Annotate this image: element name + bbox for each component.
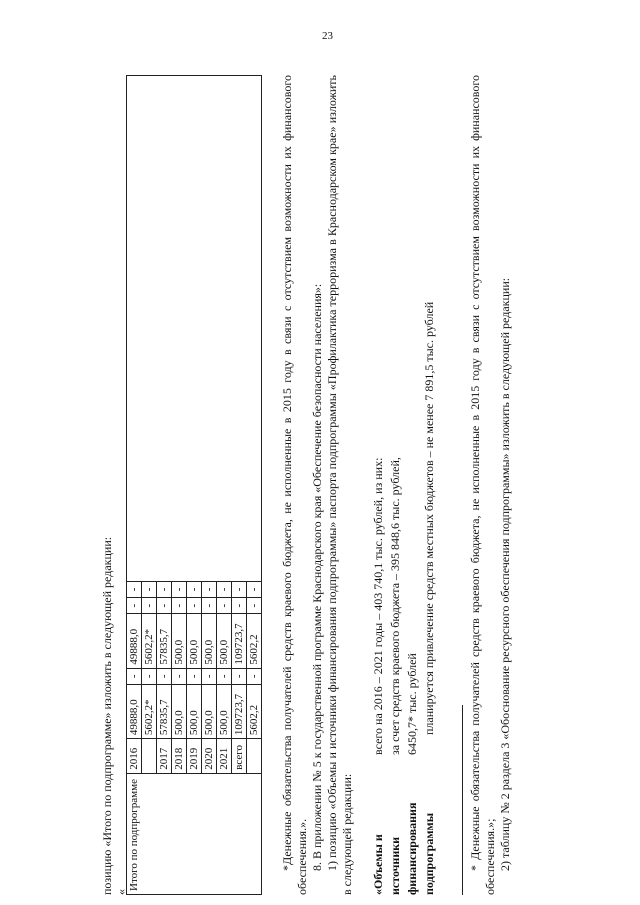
- table-cell-d3: -: [247, 581, 262, 597]
- table-cell-year: 2019: [187, 739, 202, 774]
- table-cell-year: всего: [232, 739, 247, 774]
- table-cell-year: 2018: [172, 739, 187, 774]
- table-cell-d2: -: [157, 598, 172, 614]
- table-cell-d3: -: [217, 581, 232, 597]
- table-row: [127, 76, 142, 895]
- table-cell-d1: -: [232, 668, 247, 684]
- table-cell-year: 2021: [217, 739, 232, 774]
- table-cell-d1: -: [142, 668, 157, 684]
- table-cell-v1: 500,0: [172, 684, 187, 738]
- table-cell-d2: -: [127, 598, 142, 614]
- table-cell-v2: 5602,2*: [142, 614, 157, 668]
- table-cell-d1: -: [157, 668, 172, 684]
- table-cell-d1: -: [127, 668, 142, 684]
- page-number: 23: [322, 30, 333, 42]
- table-cell-v1: 5602,2: [247, 684, 262, 738]
- table-cell-d1: -: [172, 668, 187, 684]
- table-cell-d2: -: [142, 598, 157, 614]
- table-cell-year: 2016: [127, 739, 142, 774]
- table-cell-v2: 500,0: [187, 614, 202, 668]
- volumes-line-3: 6450,7* тыс. рублей: [405, 653, 419, 755]
- table-cell-v2: 500,0: [217, 614, 232, 668]
- table-cell-v2: 49888,0: [127, 614, 142, 668]
- table-cell-d1: -: [187, 668, 202, 684]
- item-8-2: 2) таблицу № 2 раздела 3 «Обоснование ресурсного обеспечения подпрограммы» изложить в следующей редакции:: [498, 277, 512, 871]
- footnote-1: *Денежные обязательства получателей средств краевого бюджета, не исполненные в 2015 году в связи с отсутствием возможности их финансового обеспечения.».: [280, 75, 309, 895]
- table-cell-year: 2020: [202, 739, 217, 774]
- footnote-rule: [462, 705, 463, 895]
- table-cell-year: 2017: [157, 739, 172, 774]
- table-cell-v2: 500,0: [202, 614, 217, 668]
- table-cell-v2: 57835,7: [157, 614, 172, 668]
- table-cell-d1: -: [202, 668, 217, 684]
- volumes-label: «Объемы и источники финансирования подпрограммы: [371, 802, 436, 895]
- table-cell-v2: 500,0: [172, 614, 187, 668]
- footnote-2-block: [468, 75, 513, 895]
- opening-guillemet: «: [114, 889, 128, 895]
- item-8: 8. В приложении № 5 к государственной программе Краснодарского края «Обеспечение безопасности населения»:: [310, 283, 324, 871]
- footnote-2: * Денежные обязательства получателей средств краевого бюджета, не исполненные в 2015 году в связи с отсутствием возможности их финансового обеспечения.»;: [468, 75, 497, 895]
- table-cell-year: [247, 739, 262, 774]
- table-row-label: Итого по подпрограмме: [127, 773, 262, 894]
- table-cell-year: [142, 739, 157, 774]
- table-cell-d2: -: [247, 598, 262, 614]
- table-cell-d2: -: [217, 598, 232, 614]
- table-cell-v1: 49888,0: [127, 684, 142, 738]
- rotated-content: [100, 75, 530, 895]
- footnote-block: [280, 75, 355, 895]
- table-empty-area: [127, 76, 262, 582]
- table-cell-d3: -: [157, 581, 172, 597]
- table-cell-d3: -: [142, 581, 157, 597]
- table-cell-v2: 109723,7: [232, 614, 247, 668]
- table-cell-v1: 109723,7: [232, 684, 247, 738]
- table-cell-d3: -: [232, 581, 247, 597]
- table-cell-d1: -: [217, 668, 232, 684]
- table-cell-v1: 500,0: [187, 684, 202, 738]
- table-cell-d2: -: [232, 598, 247, 614]
- table-cell-v2: 5602,2: [247, 614, 262, 668]
- volumes-line-4: планируется привлечение средств местных бюджетов – не менее 7 891,5 тыс. рублей: [422, 301, 436, 735]
- table-cell-d2: -: [187, 598, 202, 614]
- table-cell-v1: 57835,7: [157, 684, 172, 738]
- table-cell-d3: -: [187, 581, 202, 597]
- table-cell-d2: -: [172, 598, 187, 614]
- financing-table: [126, 75, 262, 895]
- volumes-line-2: за счет средств краевого бюджета – 395 848,6 тыс. рублей,: [388, 457, 402, 755]
- table-cell-d3: -: [202, 581, 217, 597]
- intro-text: позицию «Итого по подпрограмме» изложить в следующей редакции:: [100, 536, 114, 895]
- item-8-1: 1) позицию «Объемы и источники финансирования подпрограммы» паспорта подпрограммы «Профилактика терроризма в Краснодарском крае» изложить в следующей редакции:: [325, 75, 354, 895]
- volumes-text: [370, 95, 438, 755]
- table-cell-d1: -: [247, 668, 262, 684]
- table-cell-v1: 5602,2*: [142, 684, 157, 738]
- table-cell-d3: -: [172, 581, 187, 597]
- table-cell-d2: -: [202, 598, 217, 614]
- table-cell-v1: 500,0: [217, 684, 232, 738]
- table-cell-d3: -: [127, 581, 142, 597]
- table-cell-v1: 500,0: [202, 684, 217, 738]
- volumes-line-1: всего на 2016 – 2021 годы – 403 740,1 тыс. рублей, из них:: [371, 457, 385, 755]
